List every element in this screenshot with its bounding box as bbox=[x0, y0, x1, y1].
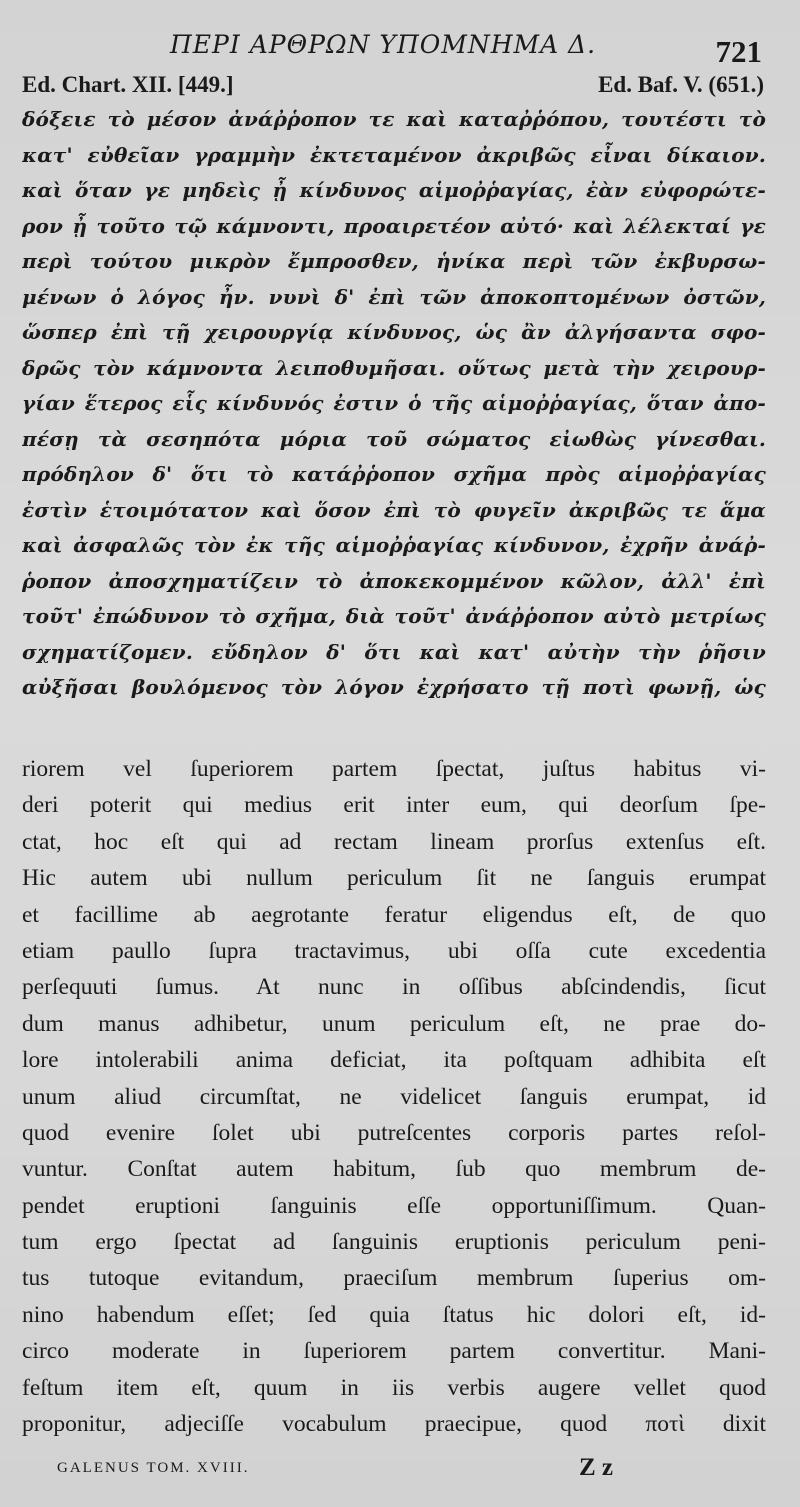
gathering-signature-mark: Z z bbox=[579, 1454, 614, 1481]
page-number: 721 bbox=[715, 34, 762, 69]
greek-text-line: δρῶς τὸν κάμνοντα λειποθυμῆσαι. οὕτως μετὰ τὴν χειρουρ- bbox=[22, 355, 766, 380]
greek-text-line: καὶ ἀσφαλῶς τὸν ἐκ τῆς αἱμοῤῥαγίας κίνδυνον, ἐχρῆν ἀνάῤ- bbox=[22, 533, 766, 557]
latin-text-line: ctat, hoc eſt qui ad rectam lineam prorſus extenſus eſt. bbox=[22, 828, 766, 855]
latin-text-line: quod evenire ſolet ubi putreſcentes corporis partes reſol- bbox=[22, 1119, 766, 1146]
edition-reference-basel: Ed. Baf. V. (651.) bbox=[598, 72, 764, 97]
printer-signature: GALENUS TOM. XVIII. bbox=[57, 1460, 250, 1476]
edition-reference-line bbox=[22, 72, 764, 102]
latin-text-line: circo moderate in ſuperiorem partem convertitur. Mani- bbox=[22, 1338, 766, 1365]
edition-reference-chartier: Ed. Chart. XII. [449.] bbox=[22, 72, 234, 97]
latin-text-line: dum manus adhibetur, unum periculum eſt, ne prae do- bbox=[22, 1010, 766, 1037]
latin-text-line: nino habendum eſſet; ſed quia ſtatus hic dolori eſt, id- bbox=[22, 1301, 766, 1328]
greek-text-line: περὶ τούτου μικρὸν ἔμπροσθεν, ἡνίκα περὶ τῶν ἐκβυρσω- bbox=[22, 249, 766, 273]
running-head bbox=[0, 30, 800, 69]
greek-text-line: τοῦτ' ἐπώδυνον τὸ σχῆμα, διὰ τοῦτ' ἀνάῤῥοπον αὐτὸ μετρίως bbox=[22, 604, 766, 628]
latin-text-line: lore intolerabili anima deficiat, ita poſtquam adhibita eſt bbox=[22, 1047, 766, 1074]
greek-text-line: πέσῃ τὰ σεσηπότα μόρια τοῦ σώματος εἰωθὼς γίνεσθαι. bbox=[22, 426, 766, 451]
greek-text-line: ῥοπον ἀποσχηματίζειν τὸ ἀποκεκομμένον κῶλον, ἀλλ' ἐπὶ bbox=[22, 568, 766, 593]
greek-text-line: μένων ὁ λόγος ἦν. νυνὶ δ' ἐπὶ τῶν ἀποκοπτομένων ὀστῶν, bbox=[22, 284, 766, 309]
latin-text-line: deri poterit qui medius erit inter eum, qui deorſum ſpe- bbox=[22, 792, 766, 819]
page-footer bbox=[22, 1456, 766, 1484]
latin-text-block bbox=[22, 751, 766, 1442]
latin-text-line: tus tutoque evitandum, praeciſum membrum ſuperius om- bbox=[22, 1265, 766, 1292]
greek-text-line: ρον ᾖ τοῦτο τῷ κάμνοντι, προαιρετέον αὐτό· καὶ λέλεκταί γε bbox=[22, 213, 766, 238]
greek-text-line: ὥσπερ ἐπὶ τῇ χειρουργίᾳ κίνδυνος, ὡς ἂν ἀλγήσαντα σφο- bbox=[22, 320, 766, 344]
latin-text-line: Hic autem ubi nullum periculum ſit ne ſanguis erumpat bbox=[22, 865, 766, 892]
greek-text-line: κατ' εὐθεῖαν γραμμὴν ἐκτεταμένον ἀκριβῶς εἶναι δίκαιον. bbox=[22, 142, 766, 167]
latin-text-line: perſequuti ſumus. At nunc in oſſibus abſcindendis, ſicut bbox=[22, 974, 766, 1001]
latin-text-line: tum ergo ſpectat ad ſanguinis eruptionis periculum peni- bbox=[22, 1229, 766, 1256]
latin-text-line: vuntur. Conſtat autem habitum, ſub quo membrum de- bbox=[22, 1156, 766, 1183]
greek-text-line: πρόδηλον δ' ὅτι τὸ κατάῤῥοπον σχῆμα πρὸς αἱμοῤῥαγίας bbox=[22, 462, 766, 486]
greek-text-line: δόξειε τὸ μέσον ἀνάῤῥοπον τε καὶ καταῤῥόπου, τουτέστι τὸ bbox=[22, 107, 766, 131]
running-title: ΠΕΡΙ ΑΡΘΡΩΝ ΥΠΟΜΝΗΜΑ Δ. bbox=[170, 30, 597, 59]
greek-text-block bbox=[22, 102, 766, 706]
greek-text-line: καὶ ὅταν γε μηδεὶς ᾖ κίνδυνος αἱμοῤῥαγίας, ἐὰν εὐφορώτε- bbox=[22, 178, 766, 202]
latin-text-line: proponitur, adjeciſſe vocabulum praecipue, quod ποτὶ dixit bbox=[22, 1411, 766, 1438]
latin-text-line: unum aliud circumſtat, ne videlicet ſanguis erumpat, id bbox=[22, 1083, 766, 1110]
greek-text-line: γίαν ἕτερος εἷς κίνδυνός ἐστιν ὁ τῆς αἱμοῤῥαγίας, ὅταν ἀπο- bbox=[22, 391, 766, 415]
greek-text-line: σχηματίζομεν. εὔδηλον δ' ὅτι καὶ κατ' αὐτὴν τὴν ῥῆσιν bbox=[22, 639, 766, 664]
greek-text-line: ἐστὶν ἑτοιμότατον καὶ ὅσον ἐπὶ τὸ φυγεῖν ἀκριβῶς τε ἅμα bbox=[22, 497, 766, 522]
latin-text-line: feſtum item eſt, quum in iis verbis augere vellet quod bbox=[22, 1374, 766, 1401]
latin-text-line: pendet eruptioni ſanguinis eſſe opportuniſſimum. Quan- bbox=[22, 1192, 766, 1219]
latin-text-line: riorem vel ſuperiorem partem ſpectat, juſtus habitus vi- bbox=[22, 756, 766, 782]
latin-text-line: et facillime ab aegrotante feratur eligendus eſt, de quo bbox=[22, 901, 766, 928]
latin-text-line: etiam paullo ſupra tractavimus, ubi oſſa cute excedentia bbox=[22, 937, 766, 964]
greek-text-line: αὐξῆσαι βουλόμενος τὸν λόγον ἐχρήσατο τῇ ποτὶ φωνῇ, ὡς bbox=[22, 675, 766, 699]
